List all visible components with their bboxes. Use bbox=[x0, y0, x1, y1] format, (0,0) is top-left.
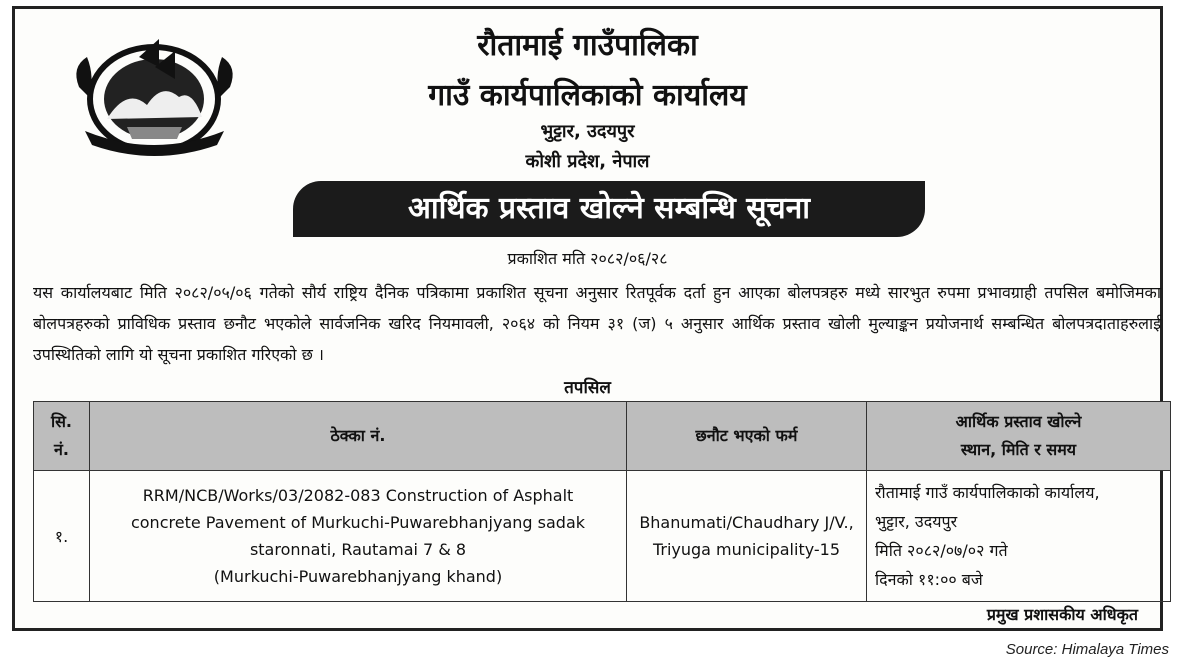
firm-line: Triyuga municipality-15 bbox=[652, 540, 841, 559]
header-sn bbox=[34, 402, 90, 471]
notice-frame bbox=[12, 6, 1163, 631]
opening-line: भुट्टार, उदयपुर bbox=[875, 512, 958, 531]
row-opening-details bbox=[867, 471, 1171, 602]
opening-line: दिनको ११:०० बजे bbox=[875, 570, 983, 589]
office-name: गाउँ कार्यपालिकाको कार्यालय bbox=[428, 78, 747, 113]
source-credit: Source: Himalaya Times bbox=[1005, 641, 1169, 658]
contract-line: staronnati, Rautamai 7 & 8 bbox=[249, 540, 467, 559]
bid-table bbox=[33, 401, 1171, 602]
header-opening-line1: आर्थिक प्रस्ताव खोल्ने bbox=[955, 412, 1082, 431]
office-province: कोशी प्रदेश, नेपाल bbox=[525, 151, 650, 172]
table-header-row bbox=[34, 402, 1171, 471]
header-opening bbox=[867, 402, 1171, 471]
published-date: प्रकाशित मति २०८२/०६/२८ bbox=[507, 249, 668, 268]
header-selected-firm: छनौट भएको फर्म bbox=[627, 402, 867, 471]
table-row bbox=[34, 471, 1171, 602]
contract-line: concrete Pavement of Murkuchi-Puwarebhanjyang sadak bbox=[130, 513, 586, 532]
header-sn-line2: नं. bbox=[54, 440, 69, 459]
header-opening-line2: स्थान, मिति र समय bbox=[960, 440, 1077, 459]
municipality-name: रौतामाई गाउँपालिका bbox=[477, 28, 698, 63]
notice-body: यस कार्यालयबाट मिति २०८२/०५/०६ गतेको सौर्य राष्ट्रिय दैनिक पत्रिकामा प्रकाशित सूचना अनुसार रितपूर्वक दर्ता हुन आएका बोलपत्रहरु मध्ये सारभुत रुपमा प्रभावग्राही तपसिल बमोजिमका बोलपत्रहरुको प्राविधिक प्रस्ताव छनौट भएकोले सार्वजनिक खरिद नियमावली, २०६४ को नियम ३१ (ज) ५ अनुसार आर्थिक प्रस्ताव खोली मुल्याङ्कन प्रयोजनार्थ सम्बन्धित बोलपत्रदाताहरुलाई उपस्थितिको लागि यो सूचना प्रकाशित गरिएको छ । bbox=[33, 283, 1161, 364]
tapasil-label: तपसिल bbox=[564, 378, 611, 398]
row-contract bbox=[90, 471, 627, 602]
notice-title: आर्थिक प्रस्ताव खोल्ने सम्बन्धि सूचना bbox=[293, 181, 925, 237]
contract-line: RRM/NCB/Works/03/2082-083 Construction of Asphalt bbox=[142, 486, 574, 505]
opening-line: मिति २०८२/०७/०२ गते bbox=[875, 541, 1008, 560]
row-sn: १. bbox=[34, 471, 90, 602]
contract-line: (Murkuchi-Puwarebhanjyang khand) bbox=[213, 567, 503, 586]
header-contract: ठेक्का नं. bbox=[90, 402, 627, 471]
office-address: भुट्टार, उदयपुर bbox=[540, 121, 635, 142]
row-firm bbox=[627, 471, 867, 602]
opening-line: रौतामाई गाउँ कार्यपालिकाको कार्यालय, bbox=[875, 483, 1100, 502]
signatory: प्रमुख प्रशासकीय अधिकृत bbox=[986, 605, 1138, 624]
header-sn-line1: सि. bbox=[50, 412, 73, 431]
firm-line: Bhanumati/Chaudhary J/V., bbox=[639, 513, 854, 532]
